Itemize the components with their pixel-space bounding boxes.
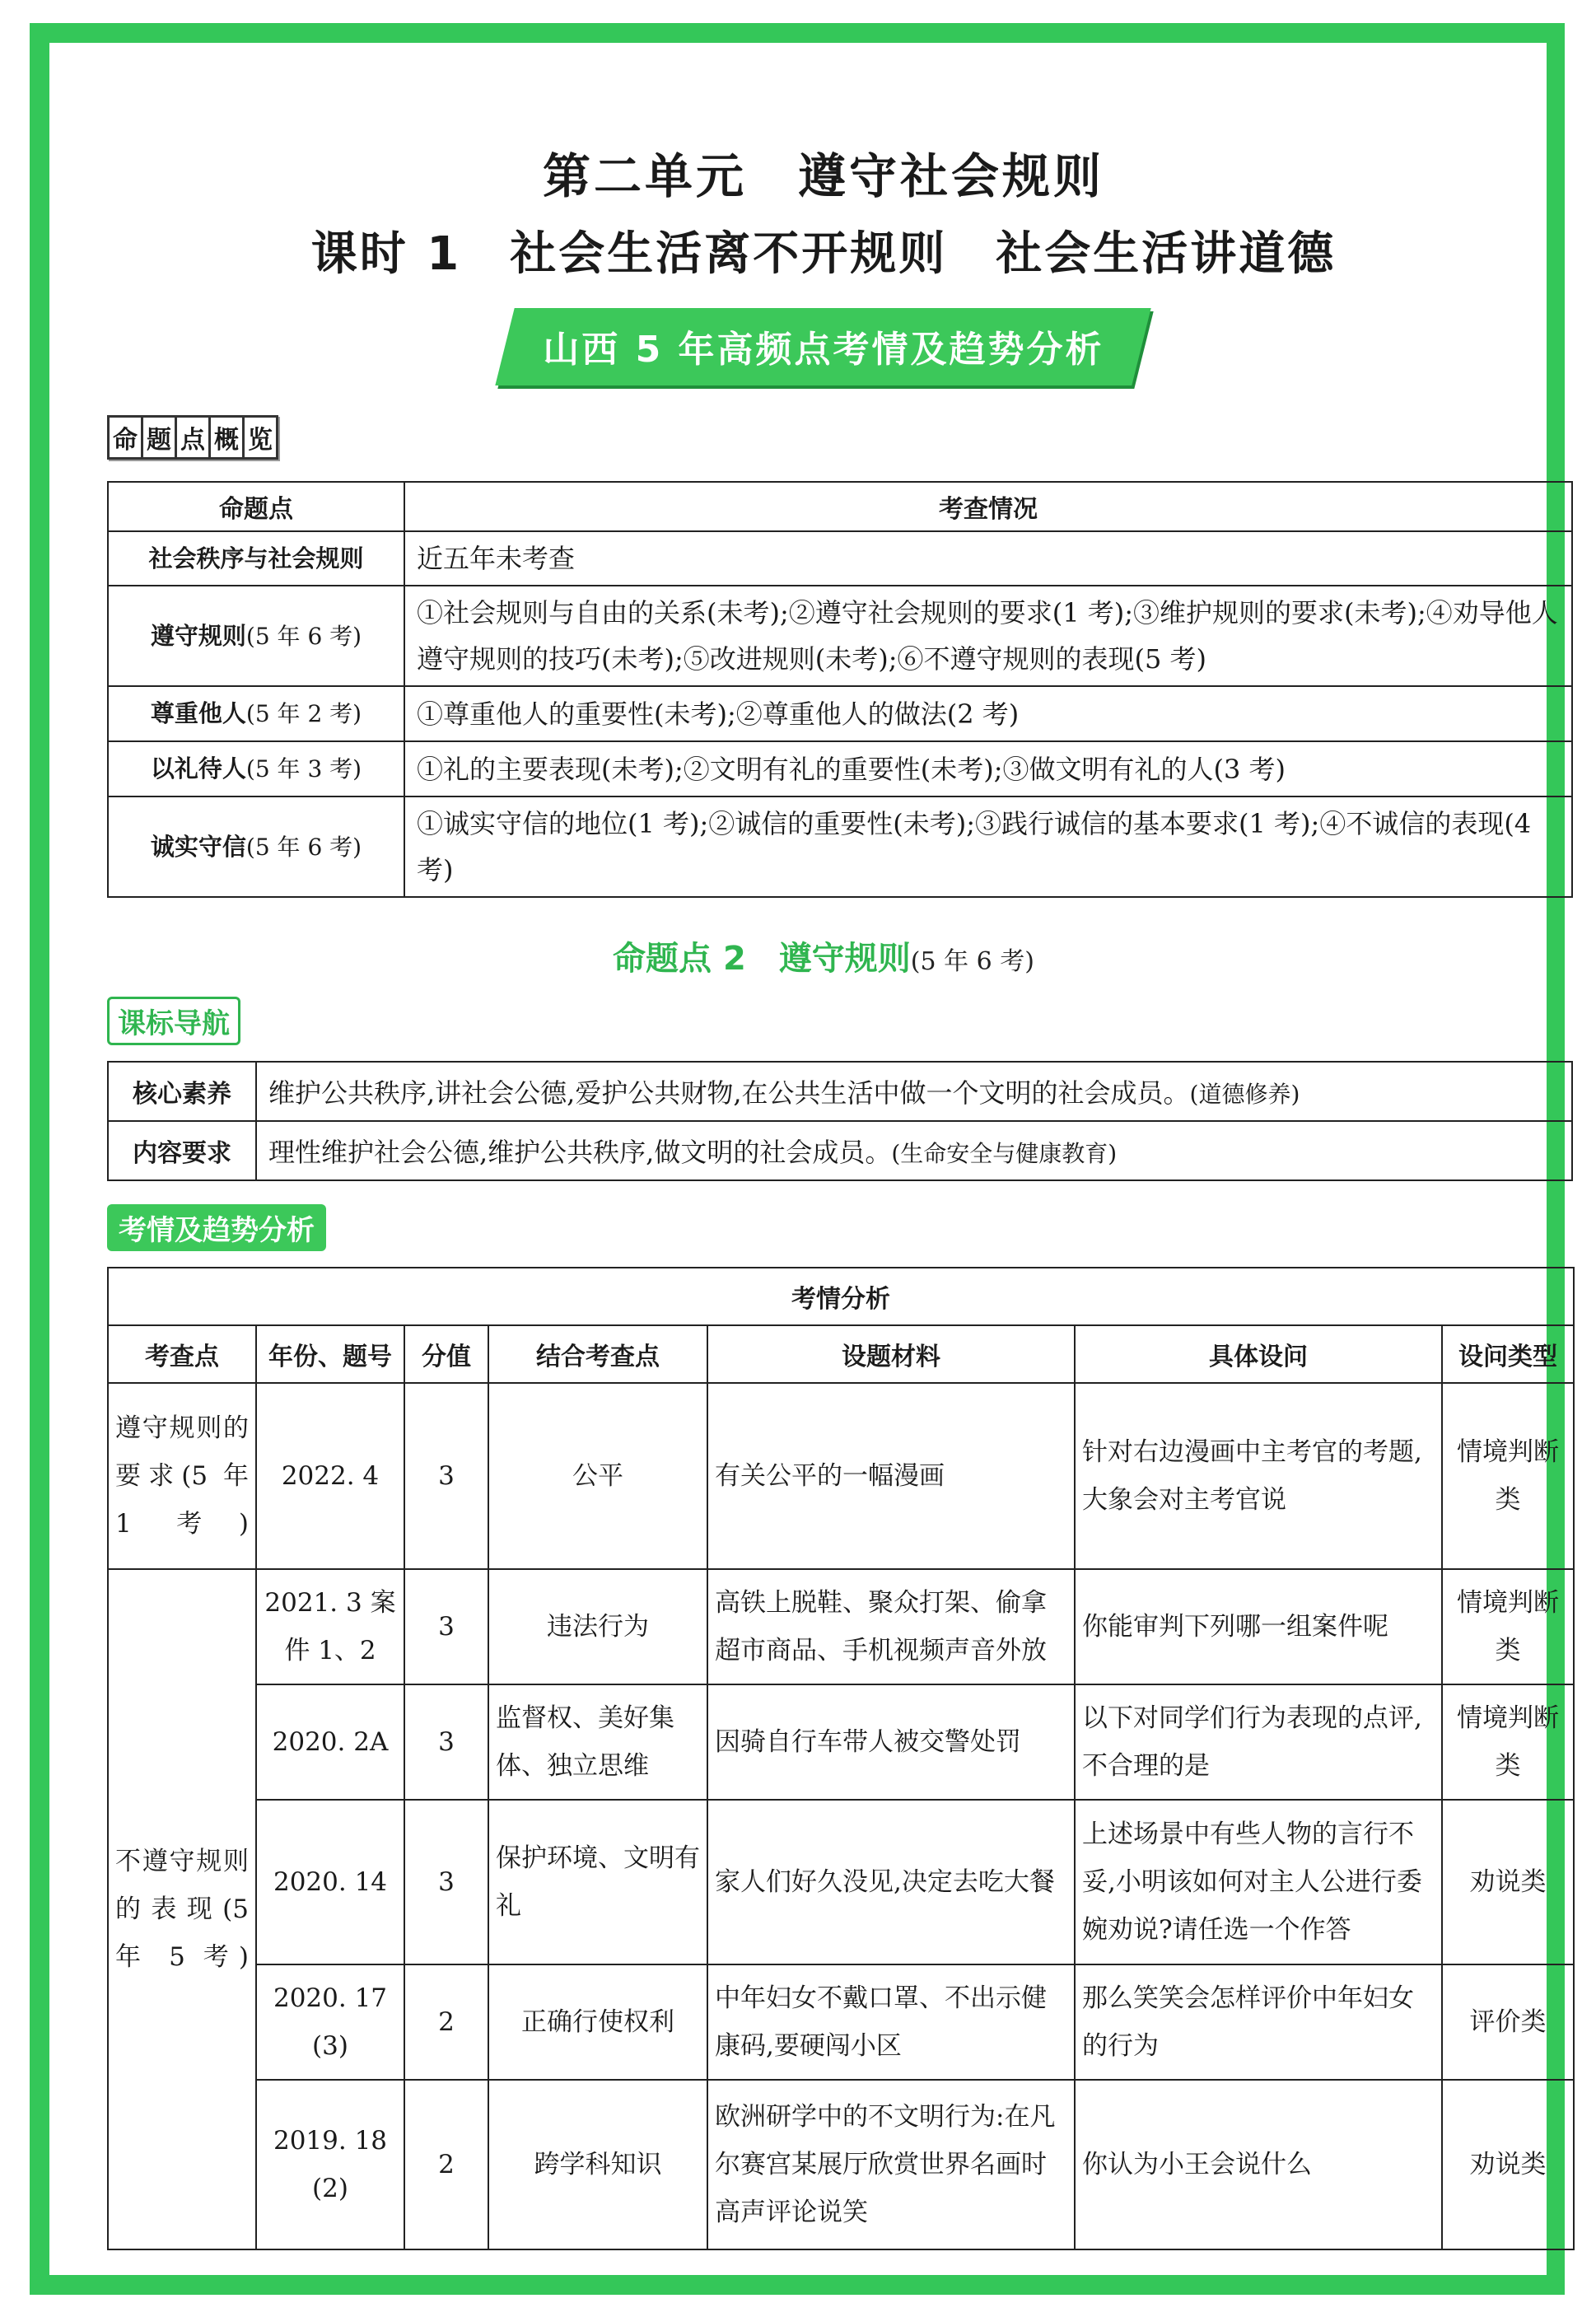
point-count: (5 年 3 考) (245, 755, 362, 782)
overview-label-char: 命 (107, 415, 143, 460)
table-row (108, 1062, 1572, 1121)
table-row (108, 1684, 1574, 1800)
curriculum-tag: 课标导航 (107, 997, 240, 1045)
point-name: 社会秩序与社会规则 (148, 544, 364, 572)
point-cell (108, 741, 404, 796)
material-cell: 中年妇女不戴口罩、不出示健康码,要硬闯小区 (707, 1964, 1075, 2080)
question-cell: 你认为小王会说什么 (1075, 2080, 1442, 2249)
overview-label-char: 点 (175, 415, 211, 460)
point-name: 以礼待人 (150, 754, 246, 782)
year-cell: 2020. 14 (256, 1800, 404, 1964)
curriculum-table (107, 1061, 1573, 1181)
col-header: 考查点 (108, 1325, 256, 1383)
table-row (108, 531, 1572, 586)
year-cell: 2019. 18 (2) (256, 2080, 404, 2249)
col-header: 分值 (404, 1325, 488, 1383)
status-cell: ①诚实守信的地位(1 考);②诚信的重要性(未考);③践行诚信的基本要求(1 考);④不诚信的表现(4 考) (404, 796, 1572, 897)
combined-cell: 监督权、美好集体、独立思维 (488, 1684, 707, 1800)
point-count: (5 年 6 考) (245, 833, 362, 861)
score-cell: 3 (404, 1684, 488, 1800)
key-cell: 核心素养 (108, 1062, 256, 1121)
combined-cell: 公平 (488, 1383, 707, 1569)
point-cell: 遵守规则的要求(5 年 1 考) (108, 1383, 256, 1569)
overview-label-char: 概 (208, 415, 245, 460)
overview-table (107, 481, 1573, 898)
combined-cell: 正确行使权利 (488, 1964, 707, 2080)
status-cell: 近五年未考查 (404, 531, 1572, 586)
section-count: (5 年 6 考) (910, 947, 1034, 976)
type-cell: 情境判断类 (1442, 1383, 1574, 1569)
type-cell: 评价类 (1442, 1964, 1574, 2080)
table-row (108, 796, 1572, 897)
status-cell: ①尊重他人的重要性(未考);②尊重他人的做法(2 考) (404, 686, 1572, 741)
point-count: (5 年 2 考) (245, 700, 362, 727)
type-cell: 劝说类 (1442, 2080, 1574, 2249)
type-cell: 劝说类 (1442, 1800, 1574, 1964)
analysis-banner (496, 308, 1152, 385)
page-frame (30, 23, 1565, 2295)
table-row (108, 1383, 1574, 1569)
analysis-table (107, 1267, 1575, 2250)
combined-cell: 跨学科知识 (488, 2080, 707, 2249)
table-row (108, 1569, 1574, 1684)
value-cell (256, 1121, 1572, 1180)
table-row (108, 586, 1572, 686)
col-header: 设问类型 (1442, 1325, 1574, 1383)
lesson-title: 课时 1 社会生活离不开规则 社会生活讲道德 (310, 227, 1337, 281)
table-row (108, 2080, 1574, 2249)
year-cell: 2021. 3 案件 1、2 (256, 1569, 404, 1684)
section-title (91, 932, 1556, 979)
col-header: 结合考查点 (488, 1325, 707, 1383)
col-header: 命题点 (108, 482, 404, 531)
material-cell: 有关公平的一幅漫画 (707, 1383, 1075, 1569)
table-row (108, 1121, 1572, 1180)
table-row (108, 1800, 1574, 1964)
year-cell: 2020. 2A (256, 1684, 404, 1800)
overview-label (107, 415, 276, 460)
material-cell: 家人们好久没见,决定去吃大餐 (707, 1800, 1075, 1964)
point-name: 诚实守信 (150, 832, 246, 861)
value-cell (256, 1062, 1572, 1121)
year-cell: 2022. 4 (256, 1383, 404, 1569)
overview-label-char: 览 (242, 415, 278, 460)
value-note: (道德修养) (1189, 1081, 1300, 1108)
col-header: 设题材料 (707, 1325, 1075, 1383)
material-cell: 因骑自行车带人被交警处罚 (707, 1684, 1075, 1800)
table-row (108, 1964, 1574, 2080)
key-cell: 内容要求 (108, 1121, 256, 1180)
table-header-row (108, 482, 1572, 531)
table-header-row (108, 1325, 1574, 1383)
material-cell: 欧洲研学中的不文明行为:在凡尔赛宫某展厅欣赏世界名画时高声评论说笑 (707, 2080, 1075, 2249)
point-name: 遵守规则 (150, 621, 246, 650)
banner-text: 山西 5 年高频点考情及趋势分析 (543, 329, 1104, 371)
question-cell: 针对右边漫画中主考官的考题,大象会对主考官说 (1075, 1383, 1442, 1569)
year-cell: 2020. 17 (3) (256, 1964, 404, 2080)
material-cell: 高铁上脱鞋、聚众打架、偷拿超市商品、手机视频声音外放 (707, 1569, 1075, 1684)
question-cell: 你能审判下列哪一组案件呢 (1075, 1569, 1442, 1684)
type-cell: 情境判断类 (1442, 1684, 1574, 1800)
table-title-row (108, 1268, 1574, 1325)
status-cell: ①社会规则与自由的关系(未考);②遵守社会规则的要求(1 考);③维护规则的要求(未考);④劝导他人遵守规则的技巧(未考);⑤改进规则(未考);⑥不遵守规则的表现(5 考) (404, 586, 1572, 686)
table-title: 考情分析 (108, 1268, 1574, 1325)
combined-cell: 违法行为 (488, 1569, 707, 1684)
point-cell (108, 531, 404, 586)
score-cell: 2 (404, 2080, 488, 2249)
point-cell (108, 796, 404, 897)
question-cell: 那么笑笑会怎样评价中年妇女的行为 (1075, 1964, 1442, 2080)
question-cell: 上述场景中有些人物的言行不妥,小明该如何对主人公进行委婉劝说?请任选一个作答 (1075, 1800, 1442, 1964)
point-cell (108, 686, 404, 741)
value-text: 维护公共秩序,讲社会公德,爱护公共财物,在公共生活中做一个文明的社会成员。 (268, 1077, 1190, 1109)
col-header: 具体设问 (1075, 1325, 1442, 1383)
combined-cell: 保护环境、文明有礼 (488, 1800, 707, 1964)
type-cell: 情境判断类 (1442, 1569, 1574, 1684)
unit-title: 第二单元 遵守社会规则 (542, 148, 1104, 204)
banner-wrap (91, 308, 1556, 385)
analysis-tag: 考情及趋势分析 (107, 1204, 326, 1251)
point-cell: 不遵守规则的表现(5 年 5 考) (108, 1569, 256, 2249)
score-cell: 3 (404, 1383, 488, 1569)
table-row (108, 741, 1572, 796)
score-cell: 3 (404, 1569, 488, 1684)
score-cell: 2 (404, 1964, 488, 2080)
question-cell: 以下对同学们行为表现的点评,不合理的是 (1075, 1684, 1442, 1800)
point-name: 尊重他人 (150, 699, 246, 727)
status-cell: ①礼的主要表现(未考);②文明有礼的重要性(未考);③做文明有礼的人(3 考) (404, 741, 1572, 796)
col-header: 年份、题号 (256, 1325, 404, 1383)
table-row (108, 686, 1572, 741)
score-cell: 3 (404, 1800, 488, 1964)
value-text: 理性维护社会公德,维护公共秩序,做文明的社会成员。 (268, 1137, 892, 1168)
col-header: 考查情况 (404, 482, 1572, 531)
point-cell (108, 586, 404, 686)
value-note: (生命安全与健康教育) (891, 1140, 1118, 1167)
section-title-text: 命题点 2 遵守规则 (613, 940, 911, 978)
point-count: (5 年 6 考) (245, 622, 362, 650)
overview-label-char: 题 (141, 415, 177, 460)
